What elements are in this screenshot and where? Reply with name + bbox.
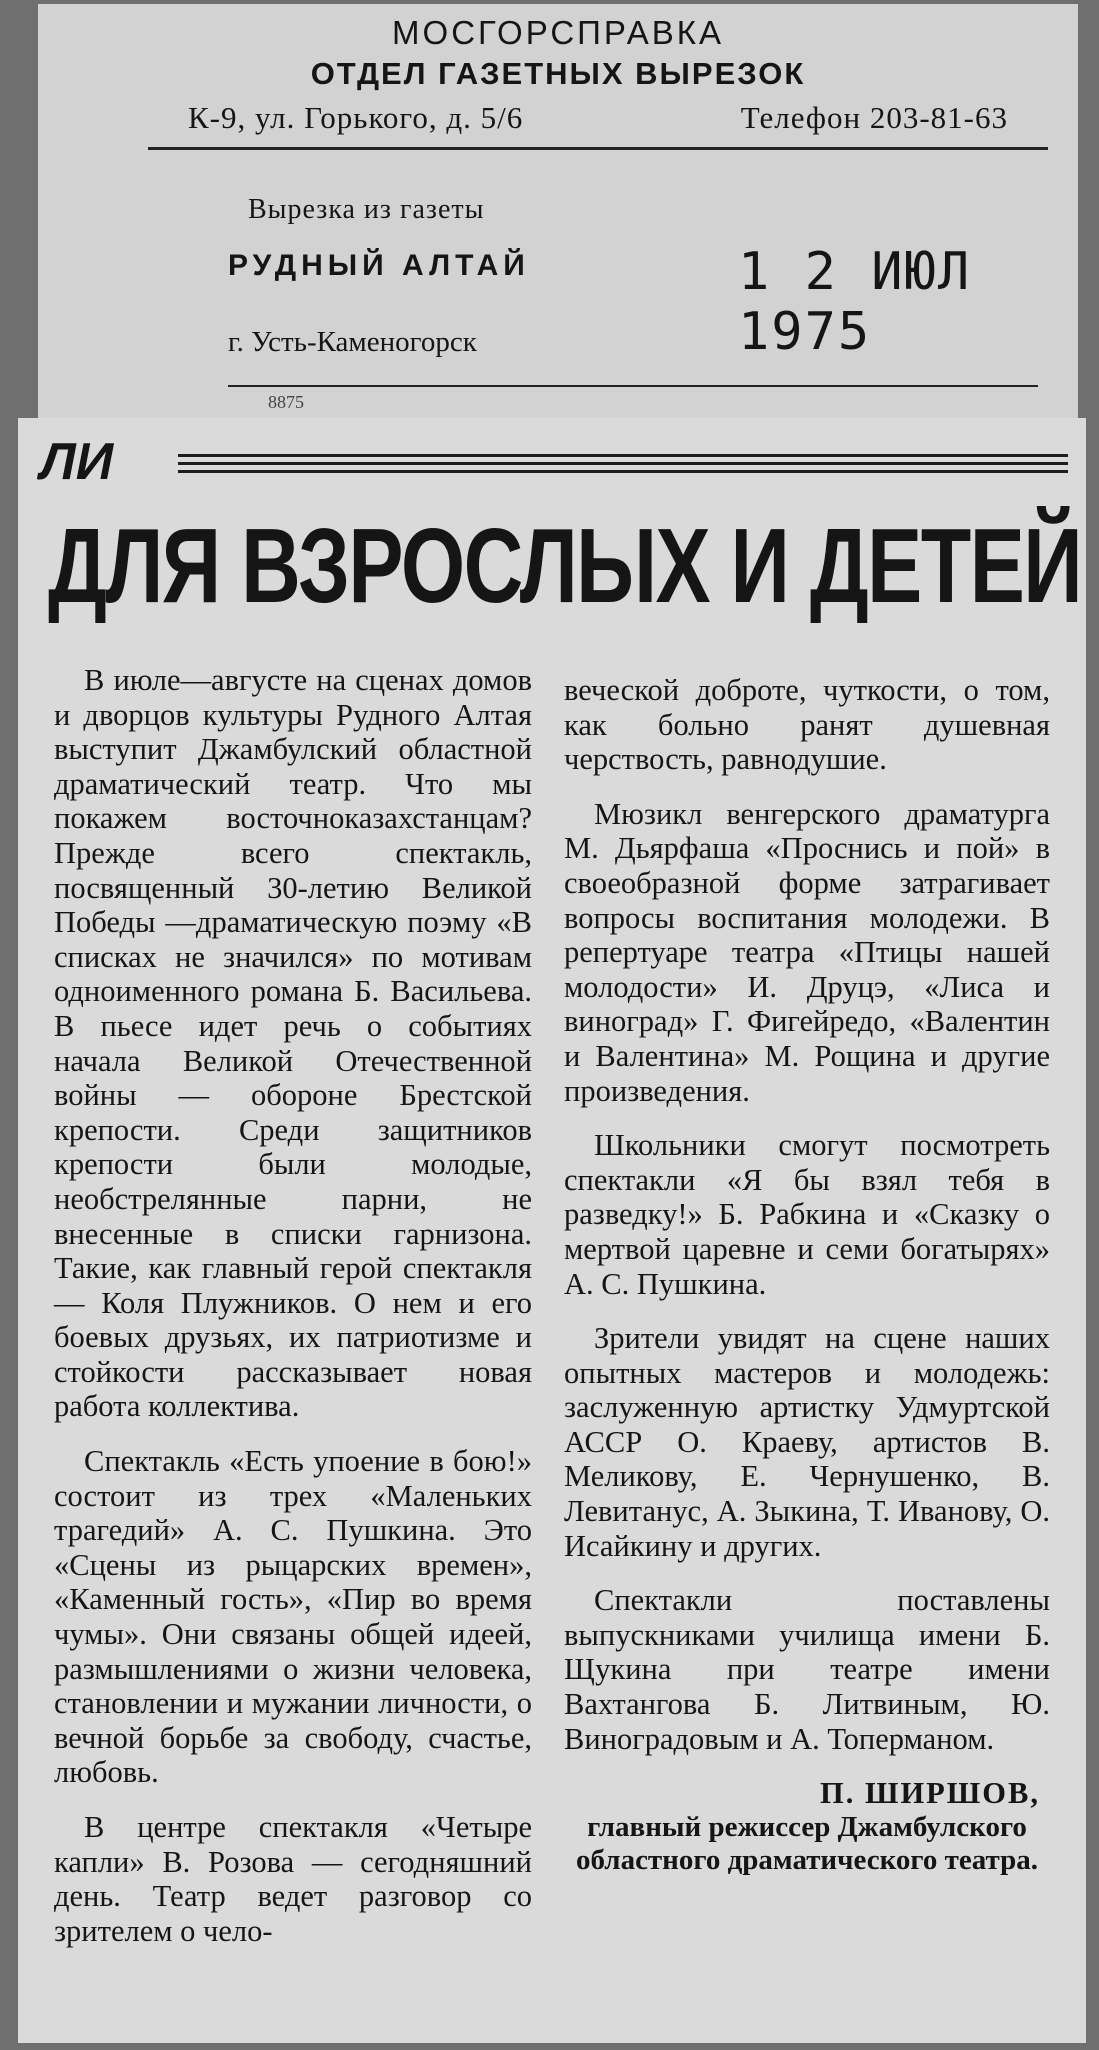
phone-number: Телефон 203-81-63 <box>740 100 1008 135</box>
newspaper-name: РУДНЫЙ АЛТАЙ <box>228 249 530 282</box>
clip-label: Вырезка из газеты <box>248 194 485 225</box>
left-column <box>54 663 532 1968</box>
clip-number: 8875 <box>268 392 304 412</box>
headline: ДЛЯ ВЗРОСЛЫХ И ДЕТЕЙ <box>48 507 1082 625</box>
address: К-9, ул. Горького, д. 5/6 <box>188 100 524 135</box>
rubric-label: ЛИ <box>40 433 114 491</box>
paragraph: Мюзикл венгерского драматурга М. Дьярфаша «Проснись и пой» в своеобразной форме затрагивает вопросы воспитания молодежи. В репертуаре театра «Птицы нашей молодости» И. Друцэ, «Лиса и виноград» Г. Фигейредо, «Валентин и Валентина» М. Рощина и другие произведения. <box>564 796 1050 1108</box>
paragraph: Спектакли поставлены выпускниками училища имени Б. Щукина при театре имени Вахтангова Б. Литвиным, Ю. Виноградовым и А. Топерманом. <box>564 1583 1050 1756</box>
header-divider <box>148 147 1048 150</box>
date-stamp: 1 2 ИЮЛ 1975 <box>738 242 972 362</box>
rubric-rules <box>178 454 1068 482</box>
author-title: главный режиссер Джамбулского областного драматического театра. <box>576 1810 1038 1876</box>
paragraph: веческой доброте, чуткости, о том, как больно ранят душевная черствость, равнодушие. <box>564 673 1050 777</box>
paragraph: Зрители увидят на сцене наших опытных мастеров и молодежь: заслуженную артистку Удмуртской АССР О. Краеву, артистов В. Меликову, Е. Чернушенко, В. Левитанус, А. Зыкина, Т. Иванову, О. Исайкину и других. <box>564 1321 1050 1563</box>
paragraph: Школьники смогут посмотреть спектакли «Я бы взял тебя в разведку!» Б. Рабкина и «Сказку о мертвой царевне и семи богатырях» А. С. Пушкина. <box>564 1128 1050 1301</box>
agency-name: МОСГОРСПРАВКА <box>392 14 724 51</box>
clipping-service-stub <box>38 4 1078 434</box>
paragraph: В июле—августе на сценах домов и дворцов культуры Рудного Алтая выступит Джамбулский областной драматический театр. Что мы покажем восточноказахстанцам? Прежде всего спектакль, посвященный 30-летию Великой Победы —драматическую поэму «В списках не значился» по мотивам одноименного романа Б. Васильева. В пьесе идет речь о событиях начала Великой Отечественной войны — обороне Брестской крепости. Среди защитников крепости были молодые, необстрелянные парни, не внесенные в списки гарнизона. Такие, как главный герой спектакля — Коля Плужников. О нем и его боевых друзьях, их патриотизме и стойкости рассказывает новая работа коллектива. <box>54 663 532 1424</box>
newspaper-article <box>18 418 1086 2043</box>
right-column <box>564 673 1050 1877</box>
department-name: ОТДЕЛ ГАЗЕТНЫХ ВЫРЕЗОК <box>310 56 806 91</box>
author-name: П. ШИРШОВ, <box>819 1776 1040 1811</box>
city-underline <box>228 385 1038 387</box>
address-row <box>188 100 1048 144</box>
paragraph: В центре спектакля «Четыре капли» В. Розова — сегодняшний день. Театр ведет разговор со зрителем о чело- <box>54 1810 532 1948</box>
paragraph: Спектакль «Есть упоение в бою!» состоит из трех «Маленьких трагедий» А. С. Пушкина. Это «Сцены из рыцарских времен», «Каменный гость», «Пир во время чумы». Они связаны общей идеей, размышлениями о жизни человека, становлении и мужании личности, о вечной борьбе за свободу, счастье, любовь. <box>54 1444 532 1790</box>
city-name: г. Усть-Каменогорск <box>228 326 477 358</box>
